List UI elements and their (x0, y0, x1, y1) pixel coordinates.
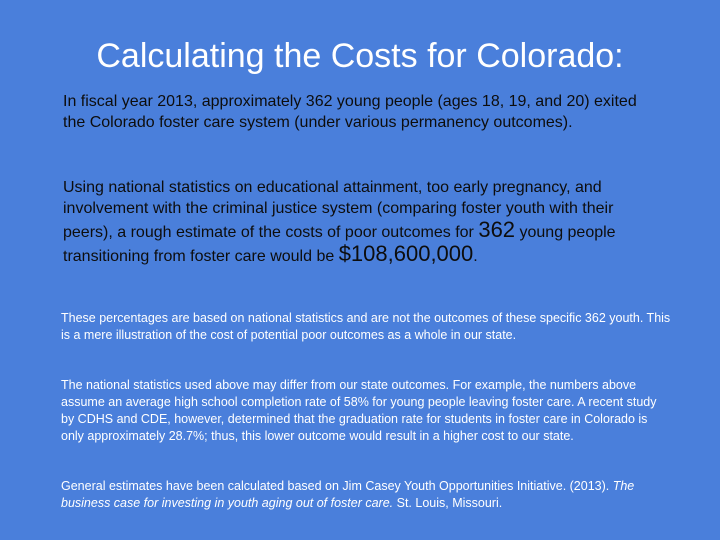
citation-lead: General estimates have been calculated based on Jim Casey Youth Opportunities Initiative. (2013). (61, 479, 613, 493)
slide-title: Calculating the Costs for Colorado: (96, 37, 624, 75)
estimate-lead-text: Using national statistics on educational attainment, too early pregnancy, and involvement with the criminal justice system (comparing foster youth with their peers), a rough estimate of the costs of poor outcomes for (63, 179, 614, 241)
note-citation (61, 478, 671, 512)
note-percentages: These percentages are based on national statistics and are not the outcomes of these specific 362 youth. This is a mere illustration of the cost of potential poor outcomes as a whole in our state. (61, 311, 671, 342)
citation-end: St. Louis, Missouri. (393, 496, 503, 510)
youth-count: 362 (478, 217, 516, 242)
paragraph-estimate (63, 177, 663, 267)
estimate-end-text: . (473, 248, 478, 265)
estimate-middle-text: young people transitioning from foster care would be (63, 224, 616, 265)
cost-amount: $108,600,000 (338, 241, 474, 266)
paragraph-exits: In fiscal year 2013, approximately 362 young people (ages 18, 19, and 20) exited the Colorado foster care system (under various permanency outcomes). (63, 93, 637, 131)
citation-title: The business case for investing in youth aging out of foster care. (61, 479, 635, 510)
note-national-statistics: The national statistics used above may differ from our state outcomes. For example, the numbers above assume an average high school completion rate of 58% for young people leaving foster care. A recent study by CDHS and CDE, however, determined that the graduation rate for students in foster care in Colorado is only approximately 28.7%; thus, this lower outcome would result in a higher cost to our state. (61, 378, 657, 443)
